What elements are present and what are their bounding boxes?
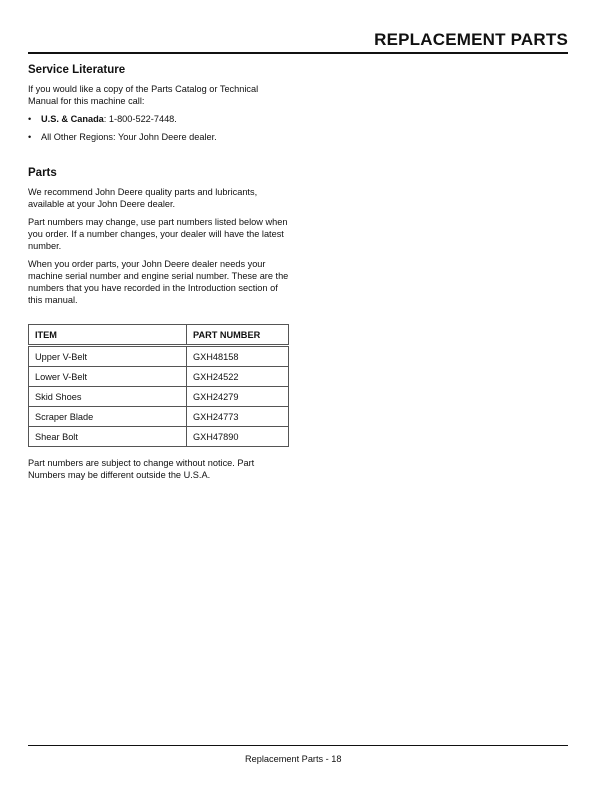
page-title: REPLACEMENT PARTS: [374, 30, 568, 49]
part-number-cell: GXH48158: [187, 346, 289, 367]
parts-note: Part numbers are subject to change without notice. Part Numbers may be different outside the U.S.A.: [28, 458, 255, 480]
table-row: [29, 367, 289, 387]
table-row: [29, 387, 289, 407]
table-header-row: [29, 325, 289, 346]
item-cell: Lower V-Belt: [29, 367, 187, 387]
table-row: [29, 407, 289, 427]
parts-heading: Parts: [28, 167, 57, 179]
service-literature-heading: Service Literature: [28, 64, 126, 76]
part-number-cell: GXH24522: [187, 367, 289, 387]
item-cell: Scraper Blade: [29, 407, 187, 427]
part-number-cell: GXH24773: [187, 407, 289, 427]
page-footer: Replacement Parts - 18: [245, 754, 342, 764]
bullet-icon: •: [28, 114, 32, 124]
column-header-part-number: PART NUMBER: [187, 325, 289, 346]
column-header-item: ITEM: [29, 325, 187, 346]
parts-paragraph: When you order parts, your John Deere dealer needs your machine serial number and engine serial number. These are the numbers that you have recorded in the Introduction section of this manual.: [28, 259, 289, 305]
part-number-cell: GXH24279: [187, 387, 289, 407]
contact-list: [28, 113, 290, 143]
contact-phone: : 1-800-522-7448.: [103, 114, 177, 124]
contact-list-item: [28, 113, 290, 125]
bullet-icon: •: [28, 132, 32, 142]
parts-paragraph: We recommend John Deere quality parts and lubricants, available at your John Deere dealer.: [28, 187, 258, 209]
service-literature-section: [28, 63, 290, 143]
table-row: [29, 346, 289, 367]
item-cell: Upper V-Belt: [29, 346, 187, 367]
main-content: [28, 63, 290, 487]
item-cell: Skid Shoes: [29, 387, 187, 407]
contact-region-label: U.S. & Canada: [41, 114, 104, 124]
parts-table: [28, 324, 289, 447]
parts-paragraph: Part numbers may change, use part numbers listed below when you order. If a number changes, your dealer will have the latest number.: [28, 217, 288, 251]
contact-list-item: [28, 131, 290, 143]
table-row: [29, 427, 289, 447]
part-number-cell: GXH47890: [187, 427, 289, 447]
parts-section: [28, 166, 290, 481]
contact-other-regions: All Other Regions: Your John Deere dealer.: [41, 132, 217, 142]
footer-divider: [28, 745, 568, 746]
header-divider: [28, 52, 568, 54]
service-literature-intro: If you would like a copy of the Parts Catalog or Technical Manual for this machine call:: [28, 84, 259, 106]
item-cell: Shear Bolt: [29, 427, 187, 447]
